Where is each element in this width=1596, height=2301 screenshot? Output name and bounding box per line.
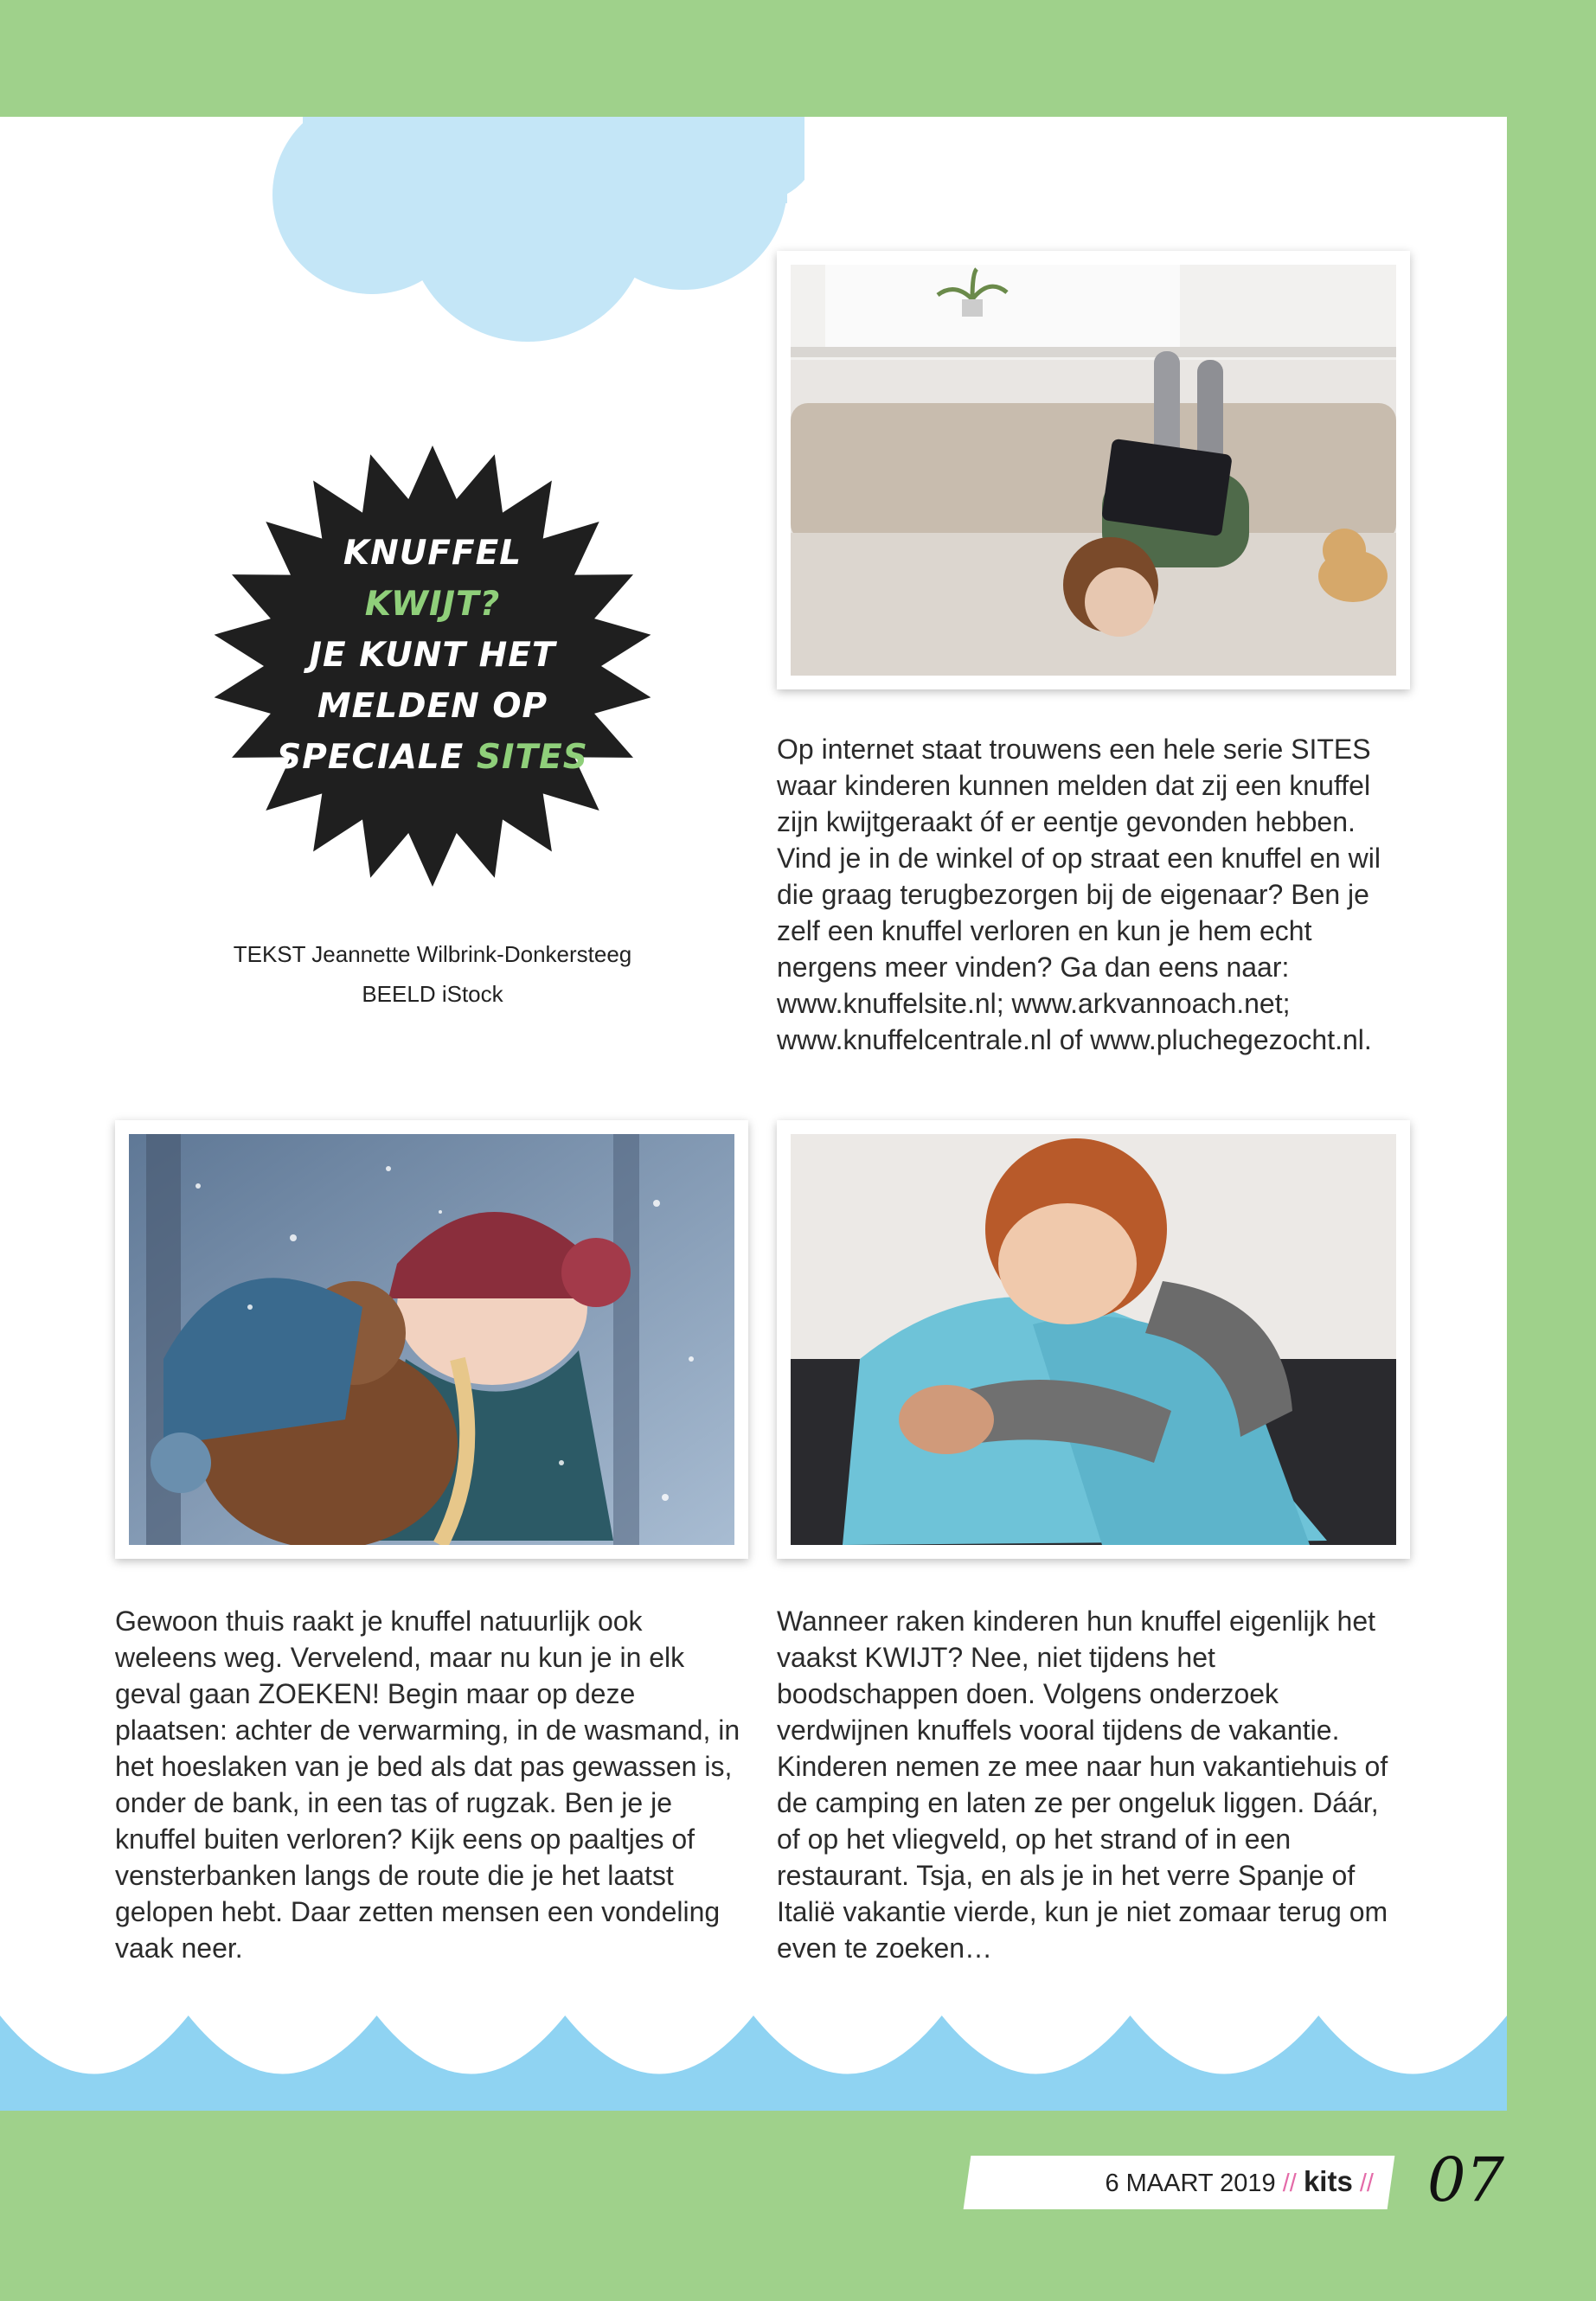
badge-line-5: SPECIALE SITES — [277, 738, 588, 777]
cloud-decoration — [268, 117, 804, 411]
sites-paragraph: Op internet staat trouwens een hele serie SITES waar kinderen kunnen melden dat zij een knuffel zijn kwijtgeraakt óf er eentje gevonden hebben. Vind je in de winkel of op straat een knuffel en wil die graag terugbezorgen bij de eigenaar? Ben je zelf een knuffel verloren en kun je hem echt nergens meer vinden? Ga dan eens naar: www.knuffelsite.nl; www.arkvannoach.net; www.knuffelcentrale.nl of www.pluchegezocht.nl. — [777, 734, 1381, 1055]
magazine-brand: kits — [1303, 2165, 1353, 2197]
couch-scene-image — [791, 265, 1396, 676]
badge-line-1: KNUFFEL — [343, 534, 522, 573]
vacation-paragraph: Wanneer raken kinderen hun knuffel eigenlijk het vaakst KWIJT? Nee, niet tijdens het boodschappen doen. Volgens onderzoek verdwijnen knuffels vooral tijdens de vakantie. Kinderen nemen ze mee naar hun vakantiehuis of de camping en laten ze per ongeluk liggen. Dáár, of op het vliegveld, op het strand of in een restaurant. Tsja, en als je in het verre Spanje of Italië vakantie vierde, kun je niet zomaar terug om even te zoeken… — [777, 1606, 1388, 1964]
wave-decoration — [0, 1981, 1507, 2111]
footer-issue-info — [967, 2163, 1374, 2202]
badge-line-2: KWIJT? — [364, 585, 501, 624]
separator-slash-2: // — [1359, 2170, 1374, 2197]
credit-image: BEELD iStock — [362, 981, 503, 1007]
separator-slash: // — [1282, 2170, 1297, 2197]
credit-text: TEKST Jeannette Wilbrink-Donkersteeg — [233, 941, 632, 967]
photo-girl-kissing-teddy — [115, 1120, 748, 1559]
magazine-page — [0, 117, 1507, 2111]
badge-line-3: JE KUNT HET — [309, 636, 556, 675]
photo-child-with-tablet — [777, 251, 1410, 689]
winter-scene-image — [129, 1134, 734, 1545]
home-paragraph: Gewoon thuis raakt je knuffel natuurlijk ook weleens weg. Vervelend, maar nu kun je in elk geval gaan ZOEKEN! Begin maar op deze plaatsen: achter de verwarming, in de wasmand, in het hoeslaken van je bed als dat pas gewassen is, onder de bank, in een tas of rugzak. Ben je je knuffel buiten verloren? Kijk eens op paaltjes of vensterbanken langs de route die je het laatst gelopen hebt. Daar zetten mensen een vondeling vaak neer. — [115, 1606, 740, 1964]
hug-scene-image — [791, 1134, 1396, 1545]
photo-boy-hugging — [777, 1120, 1410, 1559]
issue-date: 6 MAART 2019 — [1105, 2170, 1276, 2197]
credits — [182, 934, 683, 1014]
badge-headline — [208, 528, 657, 783]
badge-line-4: MELDEN OP — [317, 687, 548, 726]
page-number: 07 — [1427, 2144, 1505, 2215]
